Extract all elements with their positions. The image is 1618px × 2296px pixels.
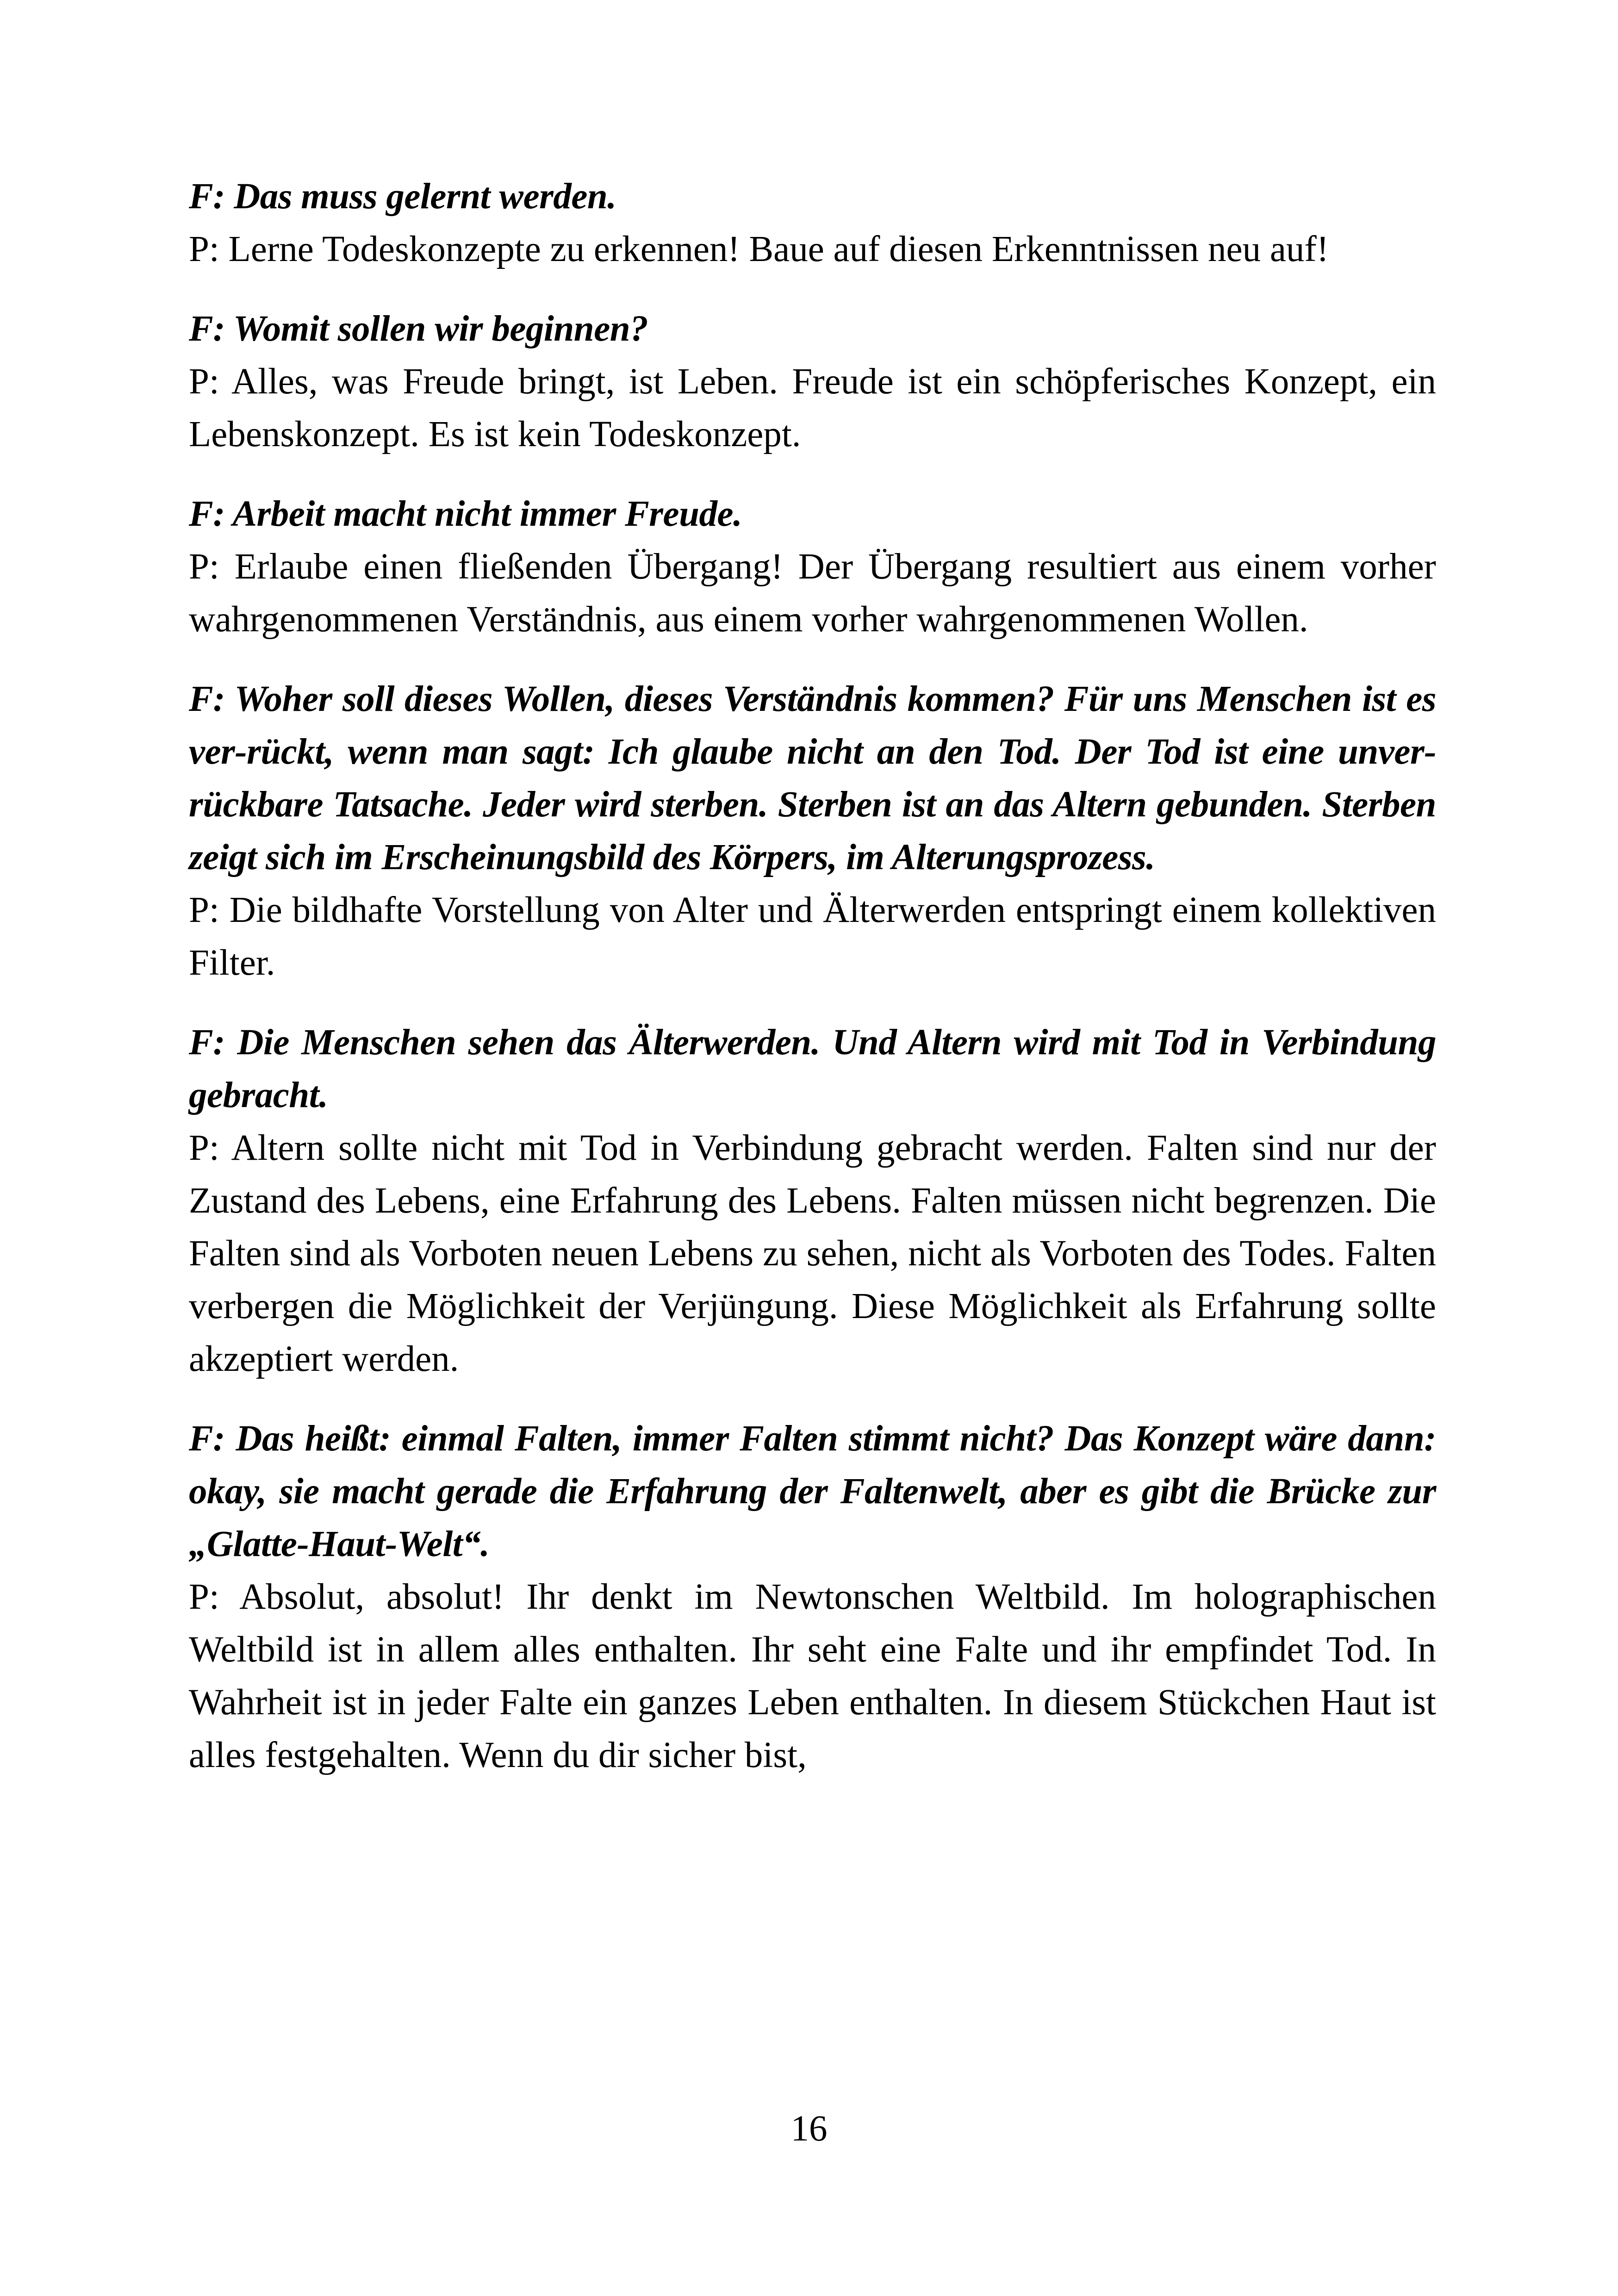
qa-block-3 xyxy=(189,488,1436,646)
page-body xyxy=(189,170,1436,1809)
question-text: F: Das heißt: einmal Falten, immer Falten stimmt nicht? Das Konzept wäre dann: okay, sie macht gerade die Erfahrung der Faltenwelt, aber es gibt die Brücke zur „Glatte-Haut-Welt“. xyxy=(189,1419,1436,1564)
answer-text: P: Lerne Todeskonzepte zu erkennen! Baue auf diesen Erkenntnissen neu auf! xyxy=(189,229,1329,269)
question-text: F: Das muss gelernt werden. xyxy=(189,176,616,217)
answer-text: P: Altern sollte nicht mit Tod in Verbindung gebracht werden. Falten sind nur der Zustand des Lebens, eine Erfahrung des Lebens. Falten müssen nicht begrenzen. Die Falten sind als Vorboten neuen Lebens zu sehen, nicht als Vorboten des Todes. Falten verbergen die Möglichkeit der Verjüngung. Diese Möglichkeit als Erfahrung sollte akzeptiert werden. xyxy=(189,1128,1436,1379)
qa-block-4 xyxy=(189,673,1436,989)
qa-block-2 xyxy=(189,303,1436,461)
page-number: 16 xyxy=(790,2109,828,2149)
qa-block-1 xyxy=(189,170,1436,276)
question-text: F: Woher soll dieses Wollen, dieses Verständnis kommen? Für uns Menschen ist es ver-rückt, wenn man sagt: Ich glaube nicht an den Tod. Der Tod ist eine unver-rückbare Tatsache. Jeder wird sterben. Sterben ist an das Altern gebunden. Sterben zeigt sich im Erscheinungsbild des Körpers, im Alterungsprozess. xyxy=(189,679,1436,877)
qa-block-6 xyxy=(189,1412,1436,1782)
question-text: F: Womit sollen wir beginnen? xyxy=(189,309,648,349)
qa-block-5 xyxy=(189,1016,1436,1386)
answer-text: P: Die bildhafte Vorstellung von Alter und Älterwerden entspringt einem kollektiven Filter. xyxy=(189,890,1436,983)
answer-text: P: Absolut, absolut! Ihr denkt im Newtonschen Weltbild. Im holographischen Weltbild ist in allem alles enthalten. Ihr seht eine Falte und ihr empfindet Tod. In Wahrheit ist in jeder Falte ein ganzes Leben enthalten. In diesem Stückchen Haut ist alles festgehalten. Wenn du dir sicher bist, xyxy=(189,1577,1436,1775)
question-text: F: Arbeit macht nicht immer Freude. xyxy=(189,494,742,534)
answer-text: P: Erlaube einen fließenden Übergang! Der Übergang resultiert aus einem vorher wahrgenommenen Verständnis, aus einem vorher wahrgenommenen Wollen. xyxy=(189,547,1436,640)
answer-text: P: Alles, was Freude bringt, ist Leben. Freude ist ein schöpferisches Konzept, ein Lebenskonzept. Es ist kein Todeskonzept. xyxy=(189,361,1436,454)
question-text: F: Die Menschen sehen das Älterwerden. Und Altern wird mit Tod in Verbindung gebracht. xyxy=(189,1022,1436,1115)
